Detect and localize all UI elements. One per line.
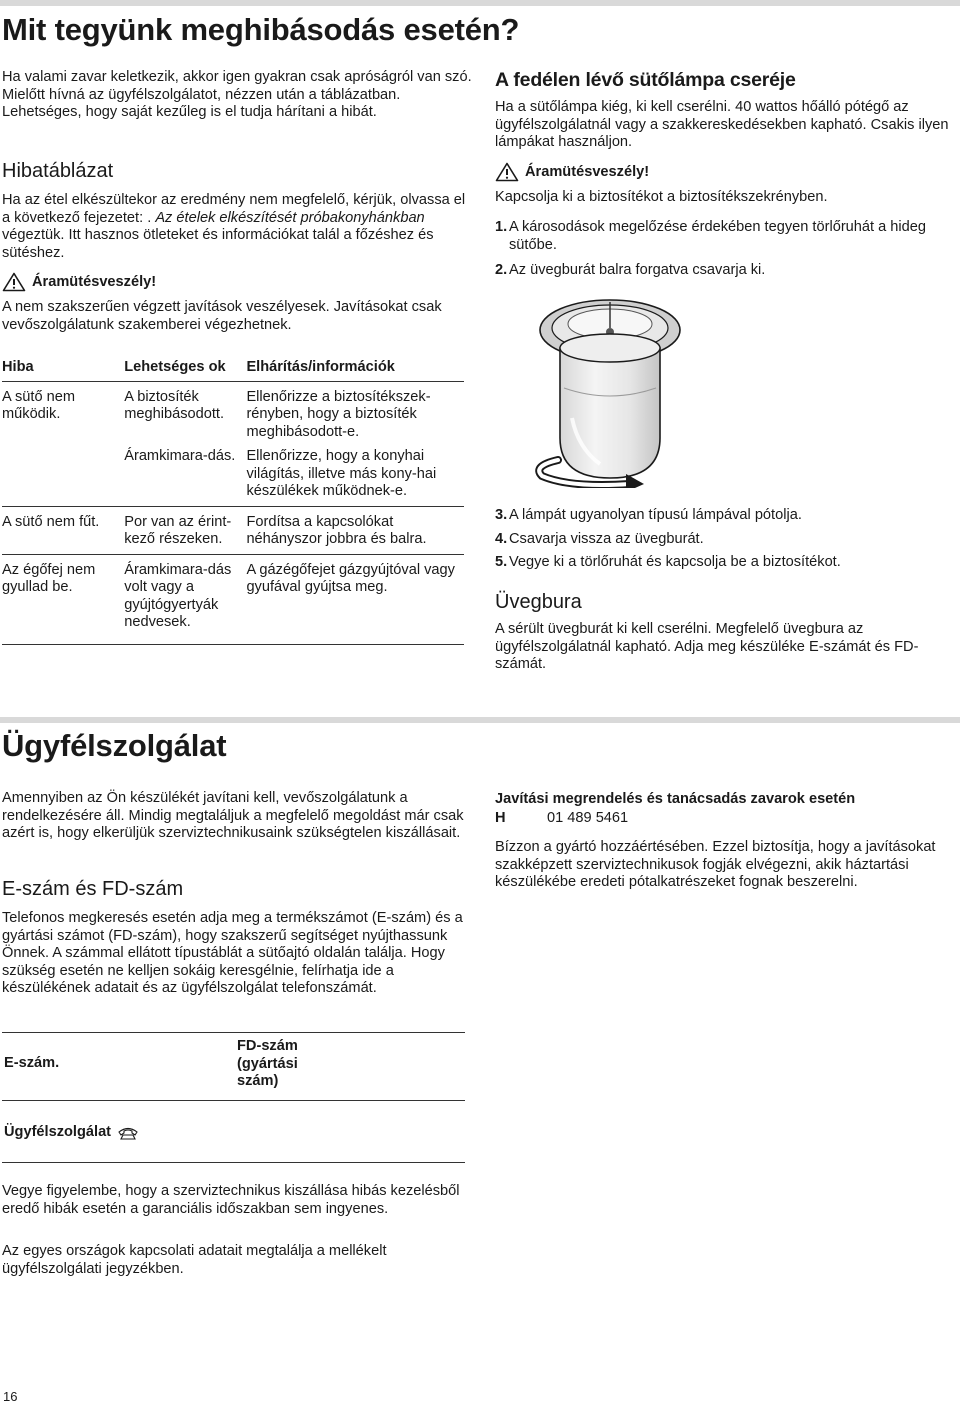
trust-paragraph: Bízzon a gyártó hozzáértésében. Ezzel biztosítja, hogy a javításokat szakképzett szerviztechnikusok fogják elvégezni, akik háztartási készülékébe eredeti pótalkatrészeket fognak beszerelni. xyxy=(495,839,936,890)
fd-szam-label xyxy=(237,1038,298,1091)
list-item xyxy=(495,507,950,525)
note1 xyxy=(2,1183,472,1218)
cell-hiba xyxy=(2,446,124,506)
ugyfelszolgalat-intro-text: Amennyiben az Ön készülékét javítani kell, vevőszolgálatunk a rendelkezésére áll. Mindig megtaláljuk a megfelelő megoldást már csak azért is, hogy elkerüljük szerviztechnikusaink szükségtelen kiszállásait. xyxy=(2,790,464,841)
step-number: 5. xyxy=(495,554,508,570)
lamp-warning-paragraph: Kapcsolja ki a biztosítékot a biztosítékszekrényben. xyxy=(495,189,828,205)
warning-left xyxy=(2,272,156,292)
lamp-heading: A fedélen lévő sütőlámpa cseréje xyxy=(495,69,796,91)
uvegbura-text xyxy=(495,621,955,674)
list-item xyxy=(495,262,950,280)
lamp-steps-b xyxy=(495,507,950,572)
step-text: A lámpát ugyanolyan típusú lámpával pótolja. xyxy=(509,507,802,523)
lamp-illustration xyxy=(520,288,710,488)
enum-paragraph: Telefonos megkeresés esetén adja meg a termékszámot (E-szám) és a gyártási számot (FD-szám), hogy szakszerű segítséget nyújthassunk Önnek. A számmal ellátott típustáblát a sütőajtó oldalán találja. Hogy szükség esetén ne kelljen sokáig keresgélnie, felírhatja ide a készülékének adatait és az ügyfélszolgálat telefonszámát. xyxy=(2,910,463,996)
cell-elharitas: Ellenőrizze a biztosítékszek-rényben, hogy a biztosíték meghibásodott-e. xyxy=(246,388,431,440)
e-szam-label: E-szám. xyxy=(4,1055,60,1071)
fault-table xyxy=(2,356,464,645)
divider xyxy=(2,1032,465,1033)
table-row xyxy=(2,446,464,506)
phone-label: Ügyfélszolgálat xyxy=(4,1124,112,1140)
ugyfelszolgalat-title: Ügyfélszolgálat xyxy=(2,728,227,763)
phone-number: 01 489 5461 xyxy=(547,810,629,826)
table-row xyxy=(2,554,464,644)
hibatablazat-text-before: Ha az étel elkészültekor az eredmény nem megfelelő, kérjük, olvassa el a következő fejezetet: . xyxy=(2,192,466,226)
step-number: 1. xyxy=(495,219,508,235)
fd-label-line: FD-szám xyxy=(237,1038,298,1054)
col-hiba: Hiba xyxy=(2,356,124,381)
page-title: Mit tegyünk meghibásodás esetén? xyxy=(2,12,520,47)
enum-heading: E-szám és FD-szám xyxy=(2,878,184,900)
cell-ok: Áramkimara-dás. xyxy=(124,448,236,464)
step-number: 2. xyxy=(495,262,508,278)
step-number: 3. xyxy=(495,507,508,523)
warning-label: Áramütésveszély! xyxy=(525,164,650,180)
list-item xyxy=(495,219,950,254)
cell-ok: Áramkimara-dás volt vagy a gyújtógyertyák nedvesek. xyxy=(124,554,246,644)
telephone-icon xyxy=(117,1126,139,1140)
section-rule xyxy=(0,717,960,723)
warning-left-paragraph: A nem szakszerűen végzett javítások veszélyesek. Javításokat csak vevőszolgálatunk szakemberei végezhetnek. xyxy=(2,299,442,333)
repair-heading: Javítási megrendelés és tanácsadás zavarok esetén xyxy=(495,791,856,807)
page-number: 16 xyxy=(3,1389,18,1404)
step-text: Az üvegburát balra forgatva csavarja ki. xyxy=(509,262,766,278)
step-text: Csavarja vissza az üvegburát. xyxy=(509,530,704,547)
enum-text xyxy=(2,910,472,998)
phone-label-row xyxy=(4,1124,139,1142)
top-rule xyxy=(0,0,960,6)
trust-text xyxy=(495,839,950,892)
phone-row xyxy=(495,810,955,828)
fd-label-line: (gyártási xyxy=(237,1055,298,1072)
hibatablazat-text-after: végeztük. Itt hasznos ötleteket és információkat talál a főzéshez és sütéshez. xyxy=(2,227,434,261)
divider xyxy=(2,1100,465,1101)
table-row xyxy=(2,506,464,554)
fd-label-line: szám) xyxy=(237,1073,279,1089)
cell-ok: A biztosíték meghibásodott. xyxy=(124,388,225,422)
hibatablazat-text-italic: Az ételek elkészítését próbakonyhánkban xyxy=(155,209,425,226)
cell-elharitas: Ellenőrizze, hogy a konyhai világítás, illetve más kony-hai készülékek működnek-e. xyxy=(246,448,437,499)
warning-left-text xyxy=(2,299,472,334)
list-item xyxy=(495,554,950,572)
lamp-intro xyxy=(495,99,955,152)
cell-elharitas: A gázégőfejet gázgyújtóval vagy gyufával gyújtsa meg. xyxy=(246,554,464,644)
col-elharitas: Elhárítás/információk xyxy=(246,356,464,381)
note1-text: Vegye figyelembe, hogy a szerviztechnikus kiszállása hibás kezelésből eredő hibák esetén a garanciális időszakban sem ingyenes. xyxy=(2,1183,460,1217)
cell-hiba: Az égőfej nem gyullad be. xyxy=(2,554,124,644)
warning-right xyxy=(495,162,649,182)
cell-hiba: A sütő nem működik. xyxy=(2,388,76,422)
intro-paragraph xyxy=(2,69,472,122)
ugyfelszolgalat-intro xyxy=(2,790,472,843)
cell-elharitas: Fordítsa a kapcsolókat néhányszor jobbra és balra. xyxy=(246,506,464,554)
note2 xyxy=(2,1243,472,1278)
warning-triangle-icon xyxy=(495,162,519,182)
hibatablazat-heading: Hibatáblázat xyxy=(2,160,114,182)
col-ok: Lehetséges ok xyxy=(124,356,246,381)
cell-hiba: A sütő nem fűt. xyxy=(2,506,124,554)
list-item xyxy=(495,531,950,549)
step-number: 4. xyxy=(495,530,508,547)
warning-triangle-icon xyxy=(2,272,26,292)
warning-label: Áramütésveszély! xyxy=(32,274,157,290)
divider xyxy=(2,1162,465,1163)
table-header-row xyxy=(2,356,464,381)
table-row xyxy=(2,381,464,446)
note2-text: Az egyes országok kapcsolati adatait megtalálja a mellékelt ügyfélszolgálati jegyzékben. xyxy=(2,1243,387,1277)
intro-text: Ha valami zavar keletkezik, akkor igen gyakran csak apróságról van szó. Mielőtt hívná az ügyfélszolgálatot, nézzen után a táblázatban. Lehetséges, hogy saját kezűleg is el tudja hárítani a hibát. xyxy=(2,69,472,120)
country-code: H xyxy=(495,810,506,826)
uvegbura-paragraph: A sérült üvegburát ki kell cserélni. Megfelelő üvegbura az ügyfélszolgálatnál kapható. Adja meg készüléke E-számát és FD-számát. xyxy=(495,621,919,672)
lamp-intro-text: Ha a sütőlámpa kiég, ki kell cserélni. 40 wattos hőálló pótégő az ügyfélszolgálatnál vagy a szakkereskedésekben kapható. Csakis ilyen lámpákat használjon. xyxy=(495,99,949,150)
cell-ok: Por van az érint-kező részeken. xyxy=(124,506,246,554)
uvegbura-heading: Üvegbura xyxy=(495,591,582,613)
lamp-warning-text xyxy=(495,189,955,207)
step-text: A károsodások megelőzése érdekében tegyen törlőruhát a hideg sütőbe. xyxy=(509,219,927,253)
step-text: Vegye ki a törlőruhát és kapcsolja be a biztosítékot. xyxy=(509,554,841,570)
hibatablazat-text xyxy=(2,192,470,262)
lamp-steps-a xyxy=(495,219,950,280)
